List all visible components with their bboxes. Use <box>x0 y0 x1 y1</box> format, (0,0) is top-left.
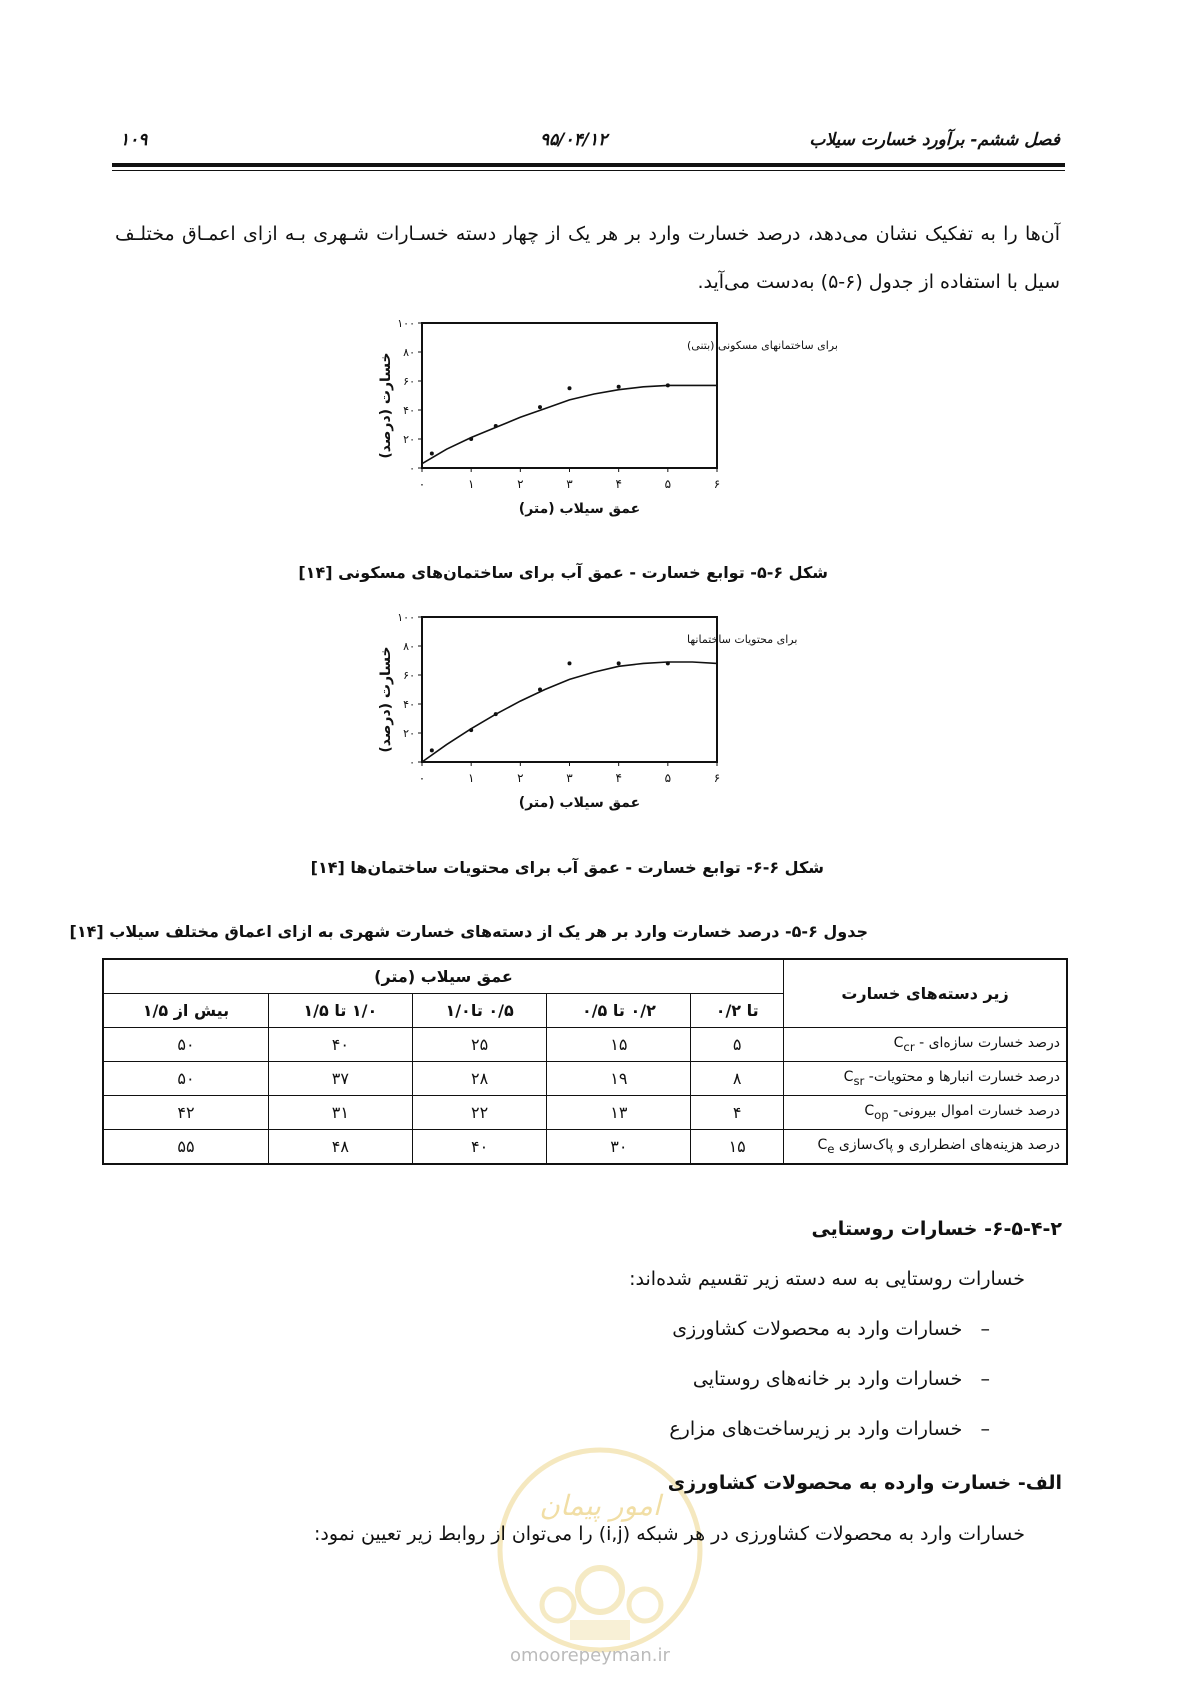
subcategory-header: زیر دسته‌های خسارت <box>784 959 1068 1028</box>
figure2-caption: شکل ۶-۶- توابع خسارت - عمق آب برای محتویات ساختمان‌ها [۱۴] <box>310 858 824 877</box>
y-tick-label: ۶۰ <box>403 375 415 388</box>
table-cell: ۲۵ <box>412 1028 547 1062</box>
table-cell: ۵ <box>691 1028 784 1062</box>
y-tick-label: ۴۰ <box>403 698 415 711</box>
table-cell: ۳۷ <box>268 1062 412 1096</box>
intro-paragraph: آن‌ها را به تفکیک نشان می‌دهد، درصد خسارت وارد بر هر یک از چهار دسته خسـارات شـهری بـه ازای اعمـاق مختلـف سیل با استفاده از جدول (۶-۵) به‌دست می‌آید. <box>115 223 1060 293</box>
data-point <box>666 383 670 387</box>
row-label: درصد خسارت انبارها و محتویات- $C_{sr}$ <box>784 1062 1068 1096</box>
data-point <box>568 661 572 665</box>
closing-text: خسارات وارد به محصولات کشاورزی در هر شبکه (i,j) را می‌توان از روابط زیر تعیین نمود: <box>313 1523 1025 1545</box>
data-point <box>430 452 434 456</box>
data-point <box>469 728 473 732</box>
bullet-text: خسارات وارد بر خانه‌های روستایی <box>692 1368 963 1390</box>
y-tick-label: ۱۰۰ <box>397 317 415 330</box>
bullet-text: خسارات وارد بر زیرساخت‌های مزارع <box>669 1418 963 1440</box>
bullet-text: خسارات وارد به محصولات کشاورزی <box>672 1318 963 1340</box>
table-caption: جدول ۶-۵- درصد خسارت وارد بر هر یک از دسته‌های خسارت شهری به ازای اعماق مختلف سیلاب [۱۴] <box>69 922 868 941</box>
x-tick-label: ۱ <box>467 771 475 785</box>
table-row <box>103 1062 1067 1096</box>
section-intro: خسارات روستایی به سه دسته زیر تقسیم شده‌اند: <box>629 1268 1025 1290</box>
x-tick-label: ۶ <box>713 771 721 785</box>
table-cell: ۴۰ <box>412 1130 547 1165</box>
data-point <box>469 437 473 441</box>
table-cell: ۳۱ <box>268 1096 412 1130</box>
x-tick-label: ۲ <box>517 771 524 785</box>
page-number: ۱۰۹ <box>120 130 148 150</box>
damage-curve-contents-chart <box>380 612 800 842</box>
bullet-item <box>693 1368 990 1390</box>
chart-title: برای ساختمانهای مسکونی (بتنی) <box>687 339 838 352</box>
table-cell: ۱۳ <box>547 1096 691 1130</box>
x-tick-label: ۰ <box>418 771 426 785</box>
row-label: درصد هزینه‌های اضطراری و پاک‌سازی $C_e$ <box>784 1130 1068 1165</box>
depth-column-header: ۰/۵ تا۱/۰ <box>412 994 547 1028</box>
row-label: درصد خسارت اموال بیرونی- $C_{op}$ <box>784 1096 1068 1130</box>
y-axis-label: خسارت (درصد) <box>378 352 394 459</box>
x-tick-label: ۴ <box>615 477 622 491</box>
x-tick-label: ۳ <box>566 771 573 785</box>
subheading: الف- خسارت وارده به محصولات کشاورزی <box>667 1472 1062 1494</box>
table-cell: ۲۲ <box>412 1096 547 1130</box>
damage-curve-line <box>422 662 717 762</box>
data-point <box>538 405 542 409</box>
damage-curve-line <box>422 385 717 463</box>
table-cell: ۳۰ <box>547 1130 691 1165</box>
table-cell: ۴۸ <box>268 1130 412 1165</box>
x-axis-label: عمق سیلاب (متر) <box>518 501 641 517</box>
y-tick-label: ۶۰ <box>403 669 415 682</box>
data-point <box>494 424 498 428</box>
table-row <box>103 1028 1067 1062</box>
data-point <box>617 661 621 665</box>
x-tick-label: ۲ <box>517 477 524 491</box>
header-rule-thick <box>112 163 1065 167</box>
x-tick-label: ۳ <box>566 477 573 491</box>
bullet-item <box>669 1418 990 1440</box>
table-row <box>103 1096 1067 1130</box>
table-cell: ۲۸ <box>412 1062 547 1096</box>
table-cell: ۱۹ <box>547 1062 691 1096</box>
depth-column-header: ۱/۰ تا ۱/۵ <box>268 994 412 1028</box>
header-rule-thin <box>112 170 1065 171</box>
depth-column-header: ۰/۲ تا ۰/۵ <box>547 994 691 1028</box>
bullet-dash: – <box>980 1418 990 1440</box>
chart-title: برای محتویات ساختمانها <box>687 633 798 646</box>
table-cell: ۴ <box>691 1096 784 1130</box>
depth-column-header: تا ۰/۲ <box>691 994 784 1028</box>
table-cell: ۴۲ <box>103 1096 268 1130</box>
x-axis-label: عمق سیلاب (متر) <box>518 795 641 811</box>
bullet-dash: – <box>980 1368 990 1390</box>
x-tick-label: ۰ <box>418 477 426 491</box>
table-row <box>103 1130 1067 1165</box>
table-cell: ۵۰ <box>103 1028 268 1062</box>
chapter-title: فصل ششم- برآورد خسارت سیلاب <box>809 130 1060 150</box>
y-tick-label: ۰ <box>409 756 415 769</box>
table-cell: ۵۰ <box>103 1062 268 1096</box>
x-tick-label: ۱ <box>467 477 475 491</box>
depth-column-header: بیش از ۱/۵ <box>103 994 268 1028</box>
data-point <box>568 386 572 390</box>
data-point <box>430 748 434 752</box>
y-tick-label: ۲۰ <box>403 433 415 446</box>
table-cell: ۱۵ <box>691 1130 784 1165</box>
damage-table <box>102 958 1068 1165</box>
table-cell: ۴۰ <box>268 1028 412 1062</box>
y-tick-label: ۲۰ <box>403 727 415 740</box>
x-tick-label: ۵ <box>664 477 672 491</box>
bullet-item <box>672 1318 990 1340</box>
bullet-dash: – <box>980 1318 990 1340</box>
watermark-url: omoorepeyman.ir <box>510 1645 670 1666</box>
table-cell: ۱۵ <box>547 1028 691 1062</box>
header-date: ۹۵/۰۴/۱۲ <box>540 130 608 150</box>
watermark-logo-text: امور پیمان <box>539 1489 661 1522</box>
table-cell: ۵۵ <box>103 1130 268 1165</box>
y-axis-label: خسارت (درصد) <box>378 646 394 753</box>
y-tick-label: ۸۰ <box>403 640 415 653</box>
data-point <box>494 712 498 716</box>
data-point <box>617 385 621 389</box>
damage-curve-residential-chart <box>378 317 838 548</box>
data-point <box>538 688 542 692</box>
y-tick-label: ۰ <box>409 462 415 475</box>
x-tick-label: ۶ <box>713 477 721 491</box>
section-heading: ۶-۵-۴-۲- خسارات روستایی <box>811 1218 1062 1240</box>
x-tick-label: ۵ <box>664 771 672 785</box>
row-label: درصد خسارت سازه‌ای - $C_{cr}$ <box>784 1028 1068 1062</box>
x-tick-label: ۴ <box>615 771 622 785</box>
y-tick-label: ۱۰۰ <box>397 611 415 624</box>
table-cell: ۸ <box>691 1062 784 1096</box>
y-tick-label: ۸۰ <box>403 346 415 359</box>
depth-header: عمق سیلاب (متر) <box>103 959 784 994</box>
plot-frame <box>422 617 717 762</box>
plot-frame <box>422 323 717 468</box>
y-tick-label: ۴۰ <box>403 404 415 417</box>
figure1-caption: شکل ۶-۵- توابع خسارت - عمق آب برای ساختمان‌های مسکونی [۱۴] <box>298 563 828 582</box>
data-point <box>666 661 670 665</box>
